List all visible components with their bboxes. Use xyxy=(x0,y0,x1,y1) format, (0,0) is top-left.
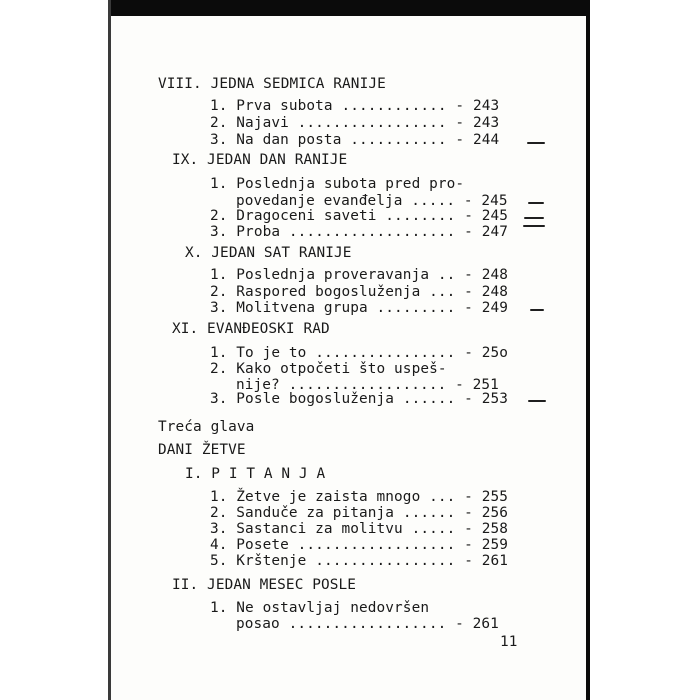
toc-entry: 3. Proba ................... - 247 xyxy=(210,224,508,240)
toc-entry: 2. Kako otpočeti što uspeš- xyxy=(210,361,447,377)
section-heading: VIII. JEDNA SEDMICA RANIJE xyxy=(158,76,386,92)
toc-entry-continuation: nije? .................. - 251 xyxy=(236,377,499,393)
handwritten-mark xyxy=(524,217,544,219)
section-heading: II. JEDAN MESEC POSLE xyxy=(172,577,357,593)
handwritten-mark xyxy=(530,309,544,311)
handwritten-mark xyxy=(527,142,545,144)
toc-entry-continuation: posao .................. - 261 xyxy=(236,616,499,632)
toc-entry: 2. Raspored bogosluženja ... - 248 xyxy=(210,284,508,300)
section-heading: I. P I T A N J A xyxy=(185,466,326,482)
toc-entry: 3. Na dan posta ........... - 244 xyxy=(210,132,500,148)
toc-entry: 3. Sastanci za molitvu ..... - 258 xyxy=(210,521,508,537)
toc-entry: 1. Poslednja proveravanja .. - 248 xyxy=(210,267,508,283)
handwritten-mark xyxy=(528,400,546,402)
section-heading: X. JEDAN SAT RANIJE xyxy=(185,245,352,261)
toc-entry: 1. Poslednja subota pred pro- xyxy=(210,176,465,192)
handwritten-mark xyxy=(523,225,545,227)
section-heading: XI. EVANĐEOSKI RAD xyxy=(172,321,330,337)
toc-entry: 1. Ne ostavljaj nedovršen xyxy=(210,600,430,616)
handwritten-mark xyxy=(528,202,544,204)
toc-entry: 3. Molitvena grupa ......... - 249 xyxy=(210,300,508,316)
toc-entry: 1. To je to ................ - 25o xyxy=(210,345,509,361)
toc-entry: 5. Krštenje ................ - 261 xyxy=(210,553,509,569)
scan-border-top xyxy=(108,0,590,16)
toc-entry-continuation: povedanje evanđelja ..... - 245 xyxy=(236,193,508,209)
toc-entry: 3. Posle bogosluženja ...... - 253 xyxy=(210,391,508,407)
toc-entry: 2. Sanduče za pitanja ...... - 256 xyxy=(210,505,508,521)
toc-entry: 2. Najavi ................. - 243 xyxy=(210,115,500,131)
toc-entry: 2. Dragoceni saveti ........ - 245 xyxy=(210,208,509,224)
toc-entry: 4. Posete .................. - 259 xyxy=(210,537,508,553)
toc-entry: 1. Prva subota ............ - 243 xyxy=(210,98,500,114)
page-number: 11 xyxy=(500,634,518,650)
section-heading: IX. JEDAN DAN RANIJE xyxy=(172,152,348,168)
scan-border-right xyxy=(586,0,590,700)
part-label: Treća glava xyxy=(158,419,255,435)
part-title: DANI ŽETVE xyxy=(158,442,246,458)
toc-entry: 1. Žetve je zaista mnogo ... - 255 xyxy=(210,489,508,505)
